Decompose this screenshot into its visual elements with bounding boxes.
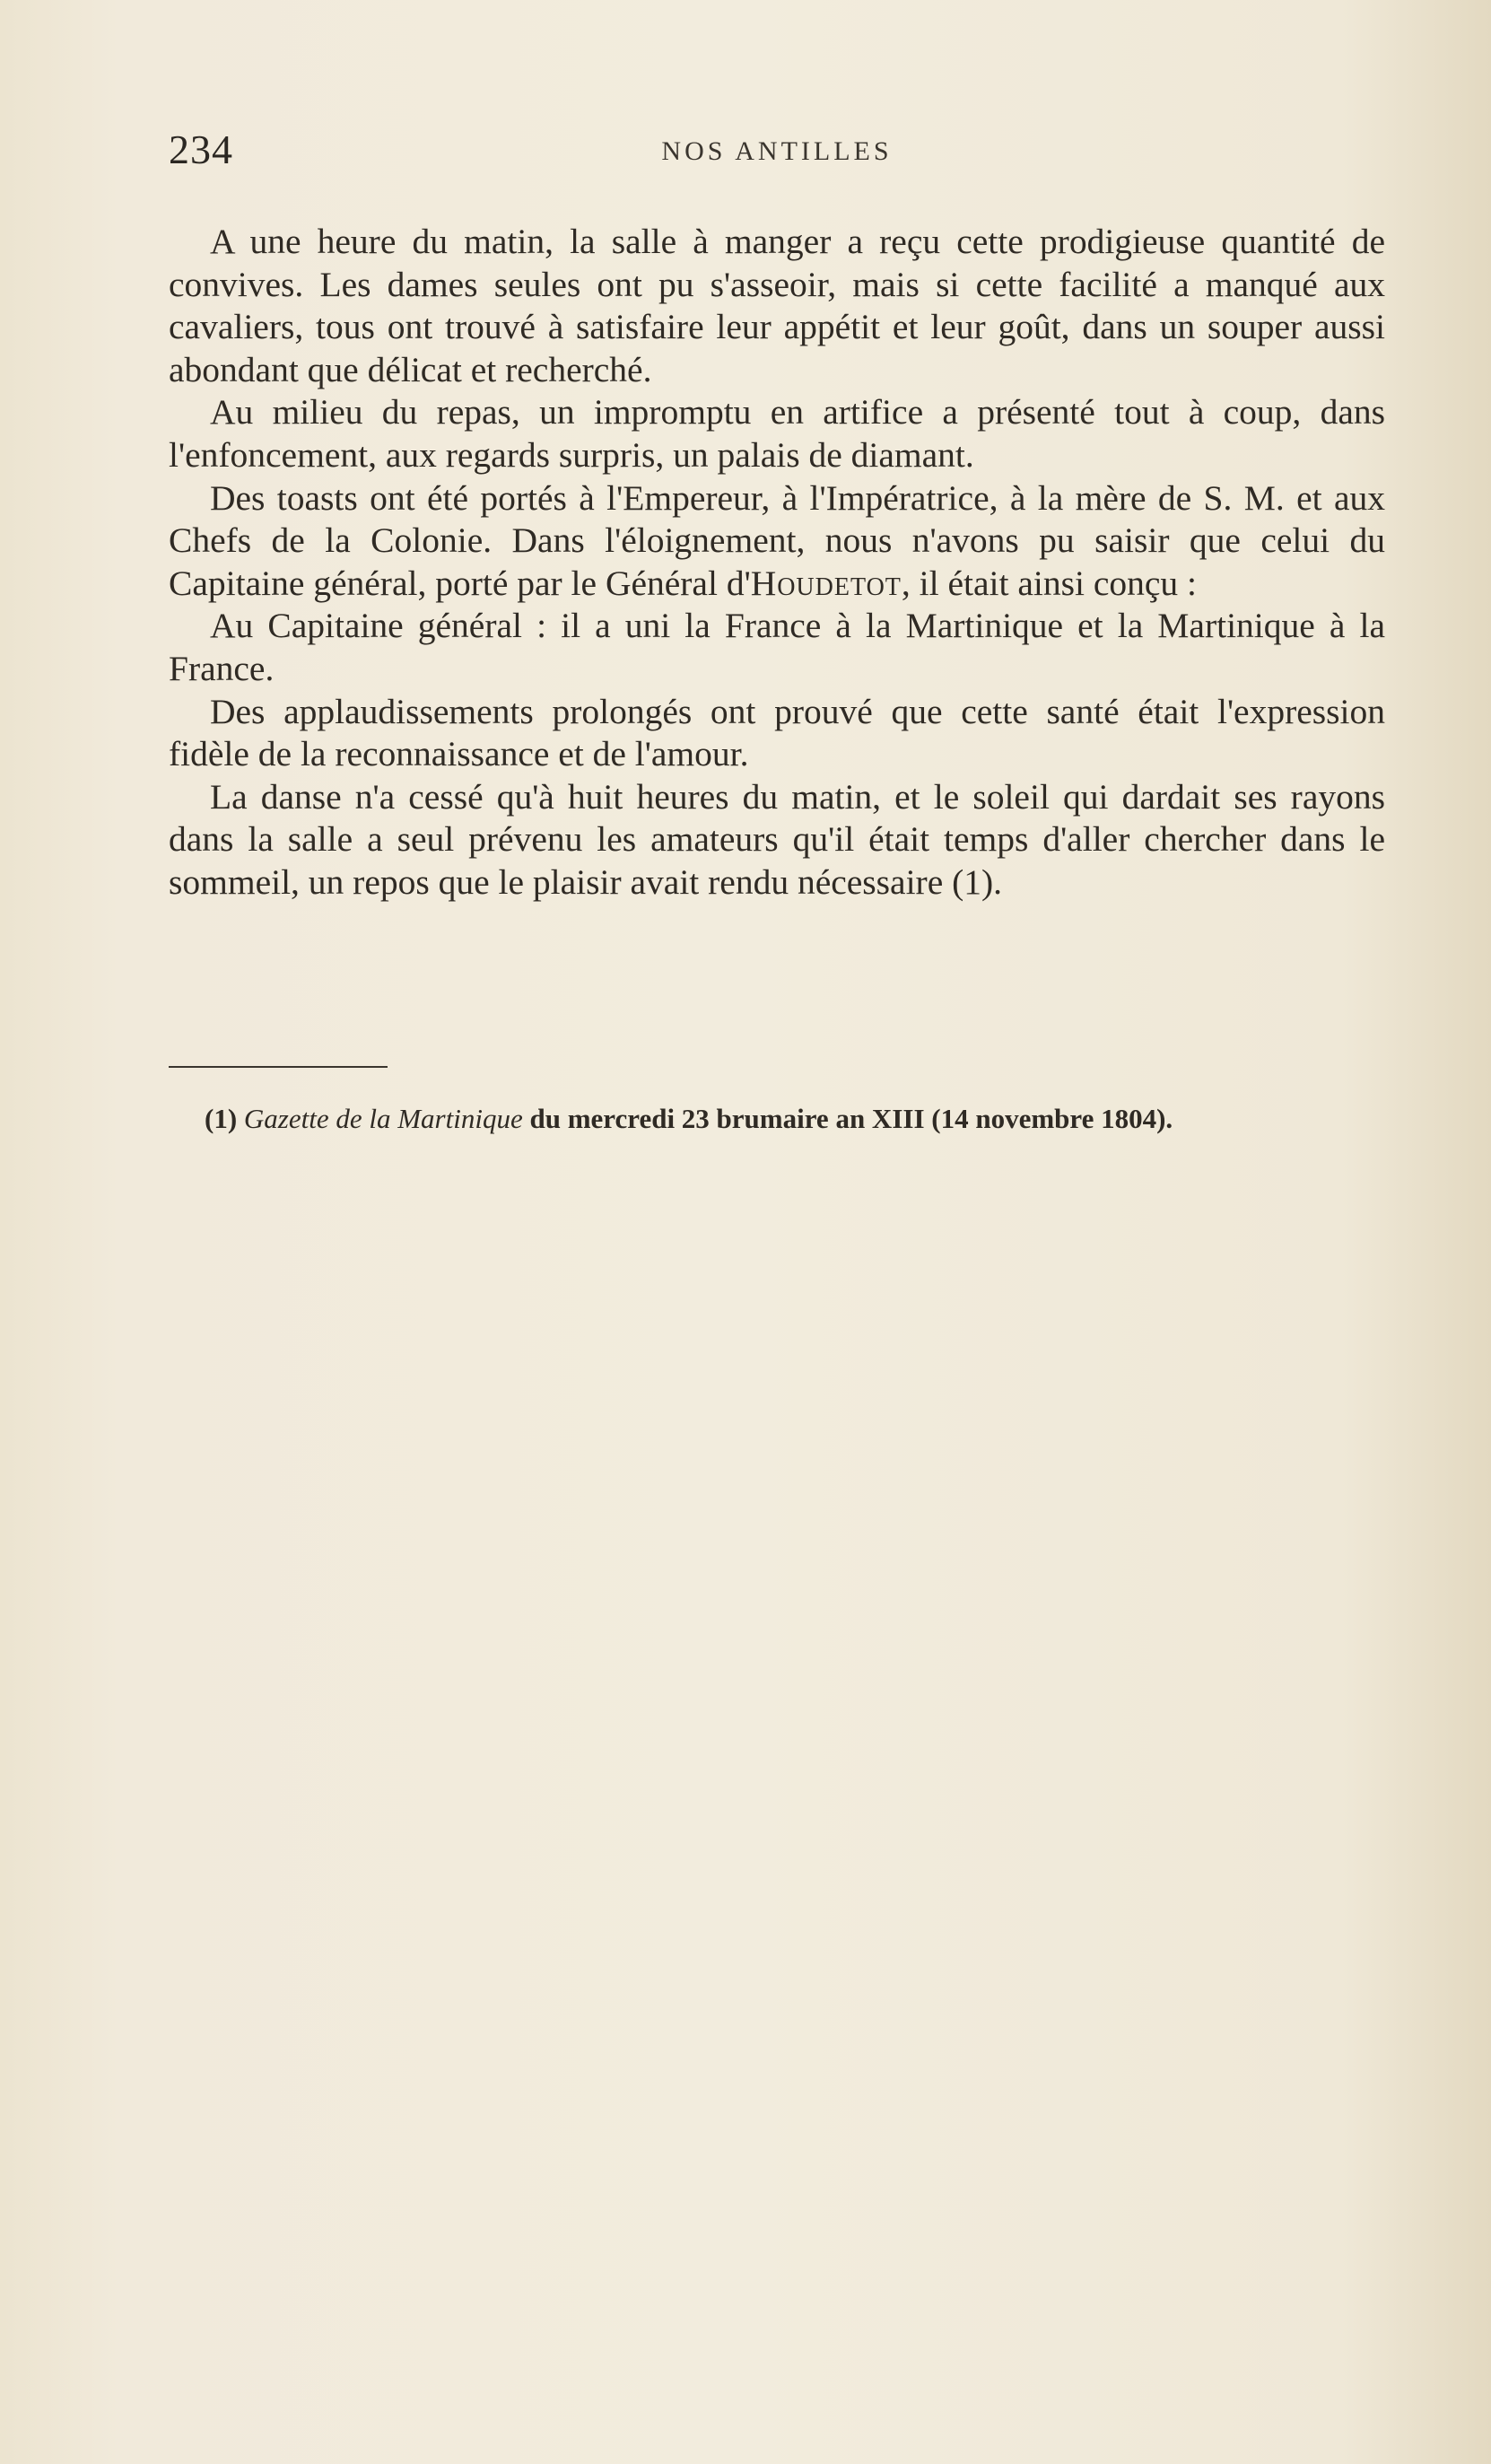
paragraph-6: La danse n'a cessé qu'à huit heures du matin, et le soleil qui dardait ses rayons dans la salle a seul prévenu les amateurs qu'il était temps d'aller chercher dans le sommeil, un repos que le plaisir avait rendu nécessaire (1). xyxy=(169,776,1385,902)
footnote-divider xyxy=(169,1066,388,1068)
paragraph-2: Au milieu du repas, un impromptu en artifice a présenté tout à coup, dans l'enfoncement, aux regards surpris, un palais de diamant. xyxy=(169,392,1385,475)
running-title: NOS ANTILLES xyxy=(661,136,893,166)
paragraph-3-text: Des toasts ont été portés à l'Empereur, à l'Impératrice, à la mère de S. M. et aux Chefs de la Colonie. Dans l'éloignement, nous n'avons pu saisir que celui du Capitaine général, porté par le Général d' xyxy=(169,477,1385,603)
paragraph-4: Au Capitaine général : il a uni la France à la Martinique et la Martinique à la France. xyxy=(169,606,1385,688)
footnote-source-title: Gazette de la Martinique xyxy=(243,1103,523,1134)
paragraph-1: A une heure du matin, la salle à manger a reçu cette prodigieuse quantité de convives. Les dames seules ont pu s'asseoir, mais si cette facilité a manqué aux cavaliers, tous ont trouvé à satisfaire leur appétit et leur goût, dans un souper aussi abondant que délicat et recherché. xyxy=(169,222,1385,389)
body-text xyxy=(169,221,1385,904)
paragraph-5: Des applaudissements prolongés ont prouvé que cette santé était l'expression fidèle de la reconnaissance et de l'amour. xyxy=(169,691,1385,774)
page-header xyxy=(169,126,1385,176)
footnote-text xyxy=(169,1100,1385,1138)
footnote-marker: (1) xyxy=(205,1103,244,1134)
paragraph-3-tail: , il était ainsi conçu : xyxy=(901,563,1197,603)
footnote xyxy=(169,1100,1385,1138)
footnote-details: du mercredi 23 brumaire an XIII (14 novembre 1804). xyxy=(522,1103,1173,1134)
page-number: 234 xyxy=(169,127,233,172)
paragraph-3 xyxy=(169,477,1385,606)
name-houdetot: Houdetot xyxy=(750,563,902,603)
